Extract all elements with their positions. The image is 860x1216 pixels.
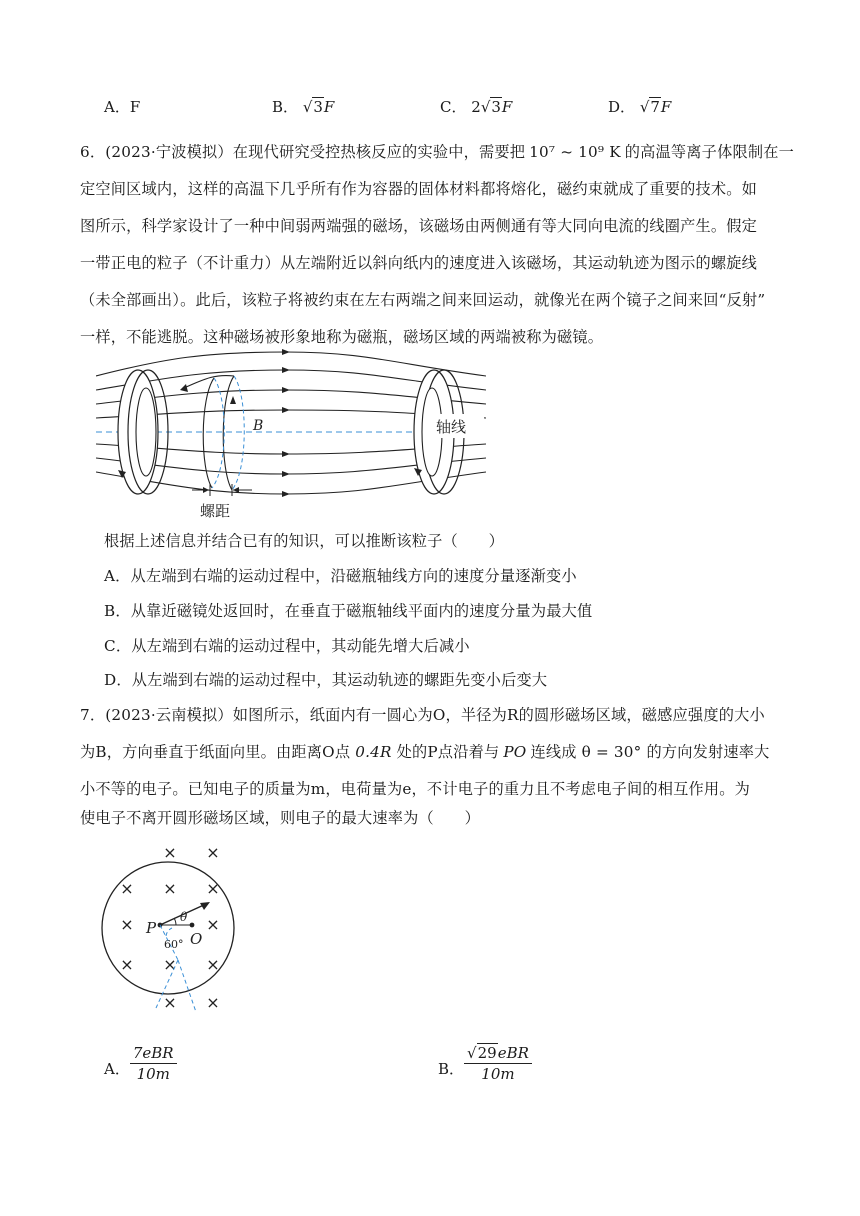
cross-mark: × (163, 955, 177, 974)
theta-arc (174, 918, 176, 925)
cross-mark: × (206, 955, 220, 974)
field-crosses (120, 843, 219, 1012)
q5-option-b-var: F (323, 98, 335, 116)
cross-mark: × (206, 879, 220, 898)
label-p: P (146, 919, 157, 937)
cross-mark: × (163, 879, 177, 898)
q7-option-b-radicand: 29 (477, 1044, 497, 1062)
cross-mark: × (120, 915, 134, 934)
q6-line-3: 图所示，科学家设计了一种中间弱两端强的磁场，该磁场由两侧通有等大同向电流的线圈产生。假定 (80, 217, 758, 235)
q6-option-b: B．从靠近磁镜处返回时，在垂直于磁瓶轴线平面内的速度分量为最大值 (104, 602, 593, 620)
q6-stem: 根据上述信息并结合已有的知识，可以推断该粒子（ ） (104, 532, 505, 550)
q7-option-a-label: A． (104, 1060, 130, 1078)
q7-line-1: 7．(2023·云南模拟）如图所示，纸面内有一圆心为O，半径为R的圆形磁场区域，磁感应强度的大小 (80, 706, 765, 724)
q7-option-b-sqrt: √29 (467, 1044, 497, 1062)
q7-line-2-tail: 的方向发射速率大 (646, 743, 770, 761)
q6-line-6: 一样，不能逃脱。这种磁场被形象地称为磁瓶，磁场区域的两端被称为磁镜。 (80, 328, 604, 346)
circular-field-figure (100, 832, 250, 1018)
q7-option-b-num-rest: eBR (497, 1044, 529, 1062)
q5-option-c-sqrt: √3 (480, 98, 501, 116)
q5-option-d-label: D． (608, 98, 636, 116)
axis-label: 轴线 (436, 418, 467, 436)
q5-option-c-var: F (501, 98, 513, 116)
magnetic-bottle-figure (96, 348, 486, 520)
cross-mark: × (163, 843, 177, 862)
q7-option-a-fraction (130, 1044, 177, 1083)
q6-line-4: 一带正电的粒子（不计重力）从左端附近以斜向纸内的速度进入该磁场，其运动轨迹为图示的螺旋线 (80, 254, 758, 272)
pitch-marker (192, 484, 252, 496)
cross-mark: × (206, 843, 220, 862)
q7-option-b-denominator: 10m (481, 1065, 515, 1083)
q5-option-c (440, 96, 512, 117)
cross-mark: × (163, 993, 177, 1012)
q5-option-b (272, 96, 334, 117)
q6-line-1-text: 6．(2023·宁波模拟）在现代研究受控热核反应的实验中，需要把 (80, 143, 526, 161)
q7-option-b (438, 1044, 532, 1083)
q5-option-c-label: C． (440, 98, 467, 116)
q7-line-2-mid1: 处的P点沿着与 (396, 743, 500, 761)
q6-line-1 (80, 141, 794, 162)
cross-mark: × (120, 955, 134, 974)
q7-option-b-numerator (464, 1044, 532, 1064)
q7-line-2-text: 为B，方向垂直于纸面向里。由距离O点 (80, 743, 351, 761)
q7-line-2 (80, 741, 770, 762)
q7-option-a-numerator: 7eBR (130, 1044, 177, 1064)
q6-option-a: A．从左端到右端的运动过程中，沿磁瓶轴线方向的速度分量逐渐变小 (104, 567, 577, 585)
q7-line-3: 小不等的电子。已知电子的质量为m，电荷量为e，不计电子的重力且不考虑电子间的相互作用。为 (80, 780, 751, 798)
q7-angle: θ = 30° (581, 743, 642, 761)
q5-option-b-radicand: 3 (313, 98, 323, 116)
label-60-degrees: 60° (164, 938, 184, 951)
q6-line-1-tail: 的高温等离子体限制在一 (624, 143, 795, 161)
q5-option-b-label: B． (272, 98, 299, 116)
q6-option-d: D．从左端到右端的运动过程中，其运动轨迹的螺距先变小后变大 (104, 671, 548, 689)
pitch-label: 螺距 (200, 502, 231, 520)
q6-option-c: C．从左端到右端的运动过程中，其动能先增大后减小 (104, 637, 470, 655)
q5-option-a (104, 96, 140, 117)
label-theta: θ (180, 910, 188, 924)
field-label-b: B (253, 418, 264, 434)
cross-mark: × (120, 879, 134, 898)
q5-option-a-text: A．F (104, 98, 141, 116)
cross-mark: × (206, 993, 220, 1012)
q5-option-c-radicand: 3 (491, 98, 501, 116)
q7-line-po: PO (503, 743, 527, 761)
q5-option-c-prefix: 2 (471, 98, 481, 116)
q6-line-5: （未全部画出）。此后，该粒子将被约束在左右两端之间来回运动，就像光在两个镜子之间来回“反射” (80, 291, 766, 309)
q7-option-a (104, 1044, 177, 1083)
q7-line-4: 使电子不离开圆形磁场区域，则电子的最大速率为（ ） (80, 809, 481, 827)
q7-line-2-mid2: 连线成 (530, 743, 577, 761)
label-o: O (190, 930, 203, 948)
cross-mark: × (206, 915, 220, 934)
q5-option-d-var: F (660, 98, 672, 116)
q7-option-b-label: B． (438, 1060, 465, 1078)
q7-option-b-fraction (464, 1044, 532, 1083)
q6-line-2: 定空间区域内，这样的高温下几乎所有作为容器的固体材料都将熔化，磁约束就成了重要的技术。如 (80, 180, 758, 198)
q5-option-d-sqrt: √7 (639, 98, 660, 116)
field-arrows (282, 349, 290, 497)
q5-option-d (608, 96, 671, 117)
q7-distance: 0.4R (355, 743, 392, 761)
q5-option-b-sqrt: √3 (302, 98, 323, 116)
q6-temperature-range: 10⁷ ~ 10⁹ K (529, 143, 621, 161)
q5-option-d-radicand: 7 (650, 98, 660, 116)
q7-option-a-denominator: 10m (136, 1065, 170, 1083)
